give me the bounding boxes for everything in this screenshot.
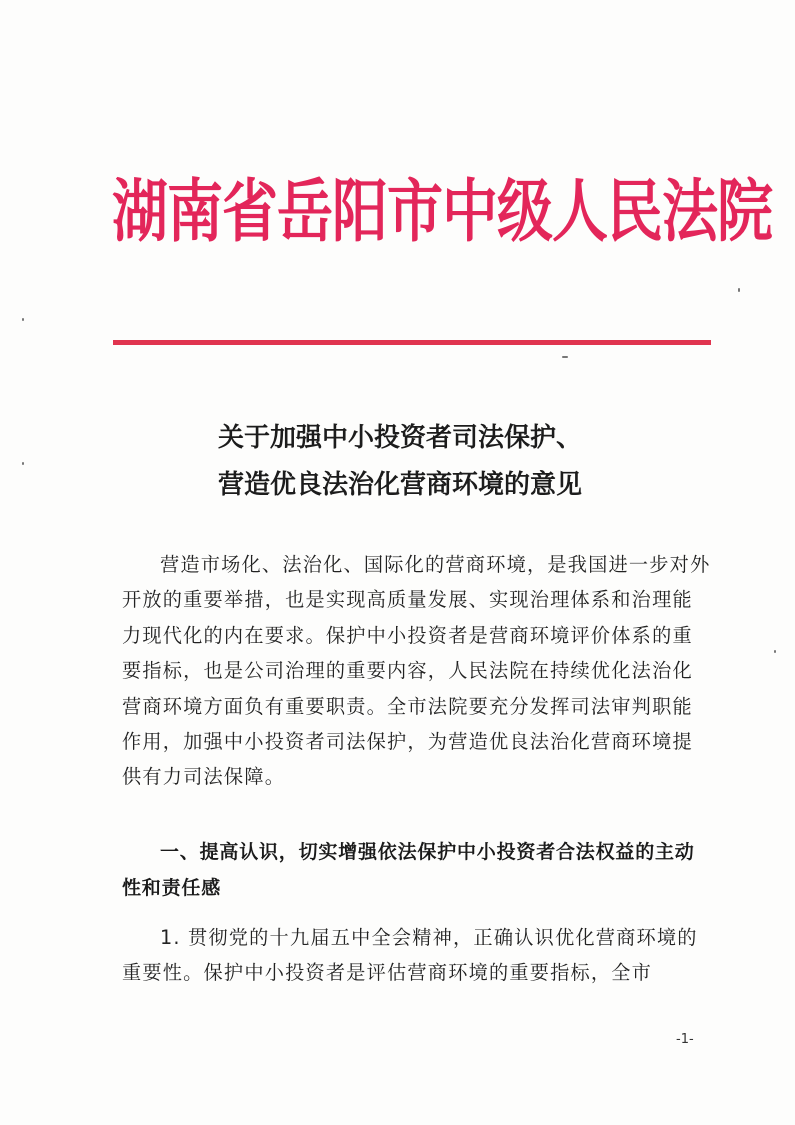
scan-speck	[738, 288, 740, 292]
item-1-paragraph	[122, 920, 712, 991]
document-title-line-1: 关于加强中小投资者司法保护、	[217, 423, 582, 453]
page-number: -1-	[676, 1032, 694, 1047]
scan-speck	[22, 462, 24, 465]
scan-speck	[774, 650, 776, 653]
section-1-heading	[122, 834, 712, 906]
intro-paragraph	[122, 547, 712, 795]
intro-paragraph-text: 营造市场化、法治化、国际化的营商环境，是我国进一步对外开放的重要举措，也是实现高质量发展、实现治理体系和治理能力现代化的内在要求。保护中小投资者是营商环境评价体系的重要指标，也是公司治理的重要内容，人民法院在持续优化法治化营商环境方面负有重要职责。全市法院要充分发挥司法审判职能作用，加强中小投资者司法保护，为营造优良法治化营商环境提供有力司法保障。	[122, 553, 711, 789]
scan-speck	[22, 318, 24, 321]
document-title-line-2: 营造优良法治化营商环境的意见	[217, 470, 582, 500]
red-separator-rule	[113, 340, 711, 345]
item-1-paragraph-text: 1. 贯彻党的十九届五中全会精神，正确认识优化营商环境的重要性。保护中小投资者是评估营商环境的重要指标，全市	[122, 926, 698, 985]
section-1-heading-text: 一、提高认识，切实增强依法保护中小投资者合法权益的主动性和责任感	[122, 841, 695, 899]
issuer-header: 湖南省岳阳市中级人民法院	[112, 172, 772, 252]
scan-speck	[562, 356, 568, 358]
